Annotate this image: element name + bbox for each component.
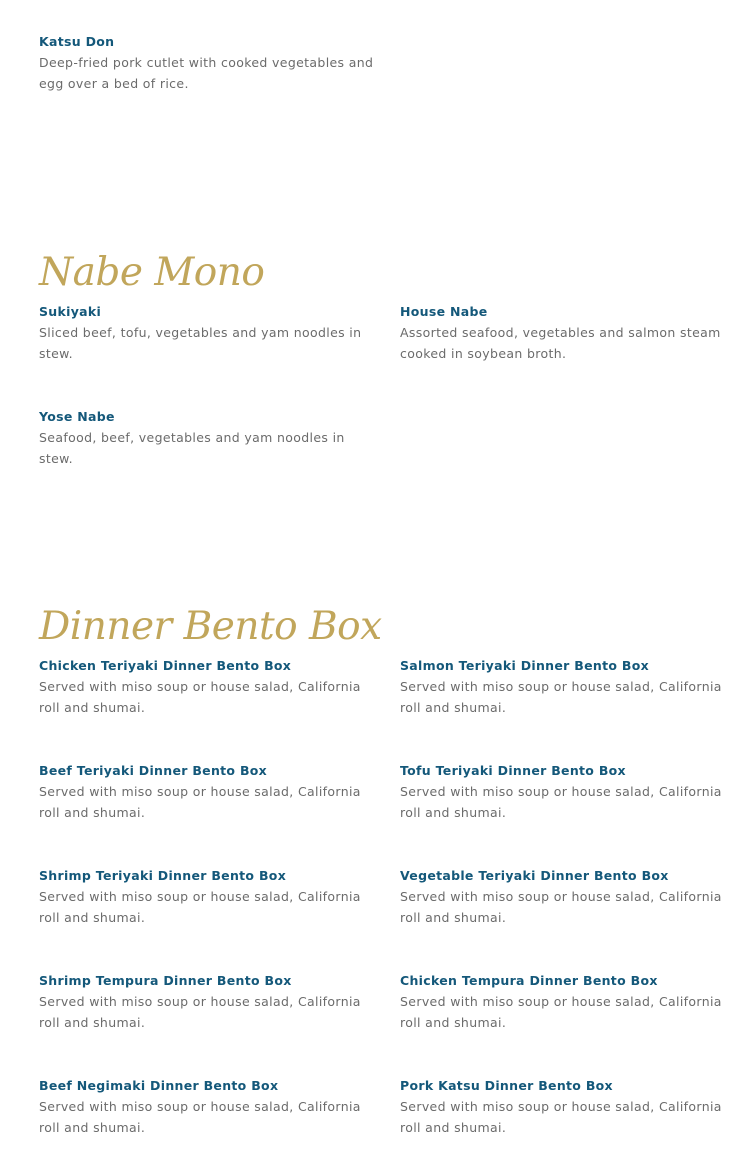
menu-item-katsu-don (39, 34, 374, 94)
menu-item-name: Vegetable Teriyaki Dinner Bento Box (400, 868, 669, 883)
section-title-dinner-bento-box: Dinner Bento Box (39, 604, 382, 649)
menu-item-description: Sliced beef, tofu, vegetables and yam noodles in stew. (39, 325, 362, 361)
menu-item-name: Salmon Teriyaki Dinner Bento Box (400, 658, 649, 673)
menu-item-name: Shrimp Teriyaki Dinner Bento Box (39, 868, 287, 883)
menu-item-tofu-teriyaki-bento (400, 763, 735, 823)
menu-item-description: Served with miso soup or house salad, California roll and shumai. (39, 889, 361, 925)
menu-item-yose-nabe (39, 409, 374, 469)
menu-item-description: Seafood, beef, vegetables and yam noodles in stew. (39, 430, 345, 466)
menu-item-name: Sukiyaki (39, 304, 102, 319)
menu-item-name: Beef Negimaki Dinner Bento Box (39, 1078, 279, 1093)
menu-item-description: Served with miso soup or house salad, California roll and shumai. (400, 784, 722, 820)
menu-item-name: Chicken Tempura Dinner Bento Box (400, 973, 658, 988)
menu-item-description: Served with miso soup or house salad, California roll and shumai. (400, 1099, 722, 1135)
menu-item-name: Pork Katsu Dinner Bento Box (400, 1078, 613, 1093)
menu-item-name: Tofu Teriyaki Dinner Bento Box (400, 763, 626, 778)
menu-item-name: Beef Teriyaki Dinner Bento Box (39, 763, 268, 778)
menu-item-house-nabe (400, 304, 735, 364)
menu-item-description: Served with miso soup or house salad, California roll and shumai. (400, 889, 722, 925)
menu-item-description: Served with miso soup or house salad, California roll and shumai. (400, 994, 722, 1030)
menu-item-description: Served with miso soup or house salad, California roll and shumai. (39, 1099, 361, 1135)
section-title-nabe-mono: Nabe Mono (39, 250, 265, 295)
menu-item-pork-katsu-bento (400, 1078, 735, 1138)
menu-item-description: Deep-fried pork cutlet with cooked vegetables and egg over a bed of rice. (39, 55, 374, 91)
menu-item-name: Chicken Teriyaki Dinner Bento Box (39, 658, 292, 673)
menu-item-vegetable-teriyaki-bento (400, 868, 735, 928)
menu-item-description: Served with miso soup or house salad, California roll and shumai. (39, 784, 361, 820)
menu-item-description: Served with miso soup or house salad, California roll and shumai. (39, 994, 361, 1030)
menu-item-name: House Nabe (400, 304, 488, 319)
menu-item-description: Served with miso soup or house salad, California roll and shumai. (400, 679, 722, 715)
menu-item-chicken-tempura-bento (400, 973, 735, 1033)
menu-item-shrimp-teriyaki-bento (39, 868, 374, 928)
menu-item-chicken-teriyaki-bento (39, 658, 374, 718)
menu-item-beef-negimaki-bento (39, 1078, 374, 1138)
menu-item-name: Shrimp Tempura Dinner Bento Box (39, 973, 292, 988)
menu-item-description: Served with miso soup or house salad, California roll and shumai. (39, 679, 361, 715)
menu-item-description: Assorted seafood, vegetables and salmon steam cooked in soybean broth. (400, 325, 721, 361)
menu-item-name: Yose Nabe (39, 409, 115, 424)
menu-item-sukiyaki (39, 304, 374, 364)
menu-item-name: Katsu Don (39, 34, 115, 49)
menu-item-shrimp-tempura-bento (39, 973, 374, 1033)
menu-item-beef-teriyaki-bento (39, 763, 374, 823)
menu-item-salmon-teriyaki-bento (400, 658, 735, 718)
